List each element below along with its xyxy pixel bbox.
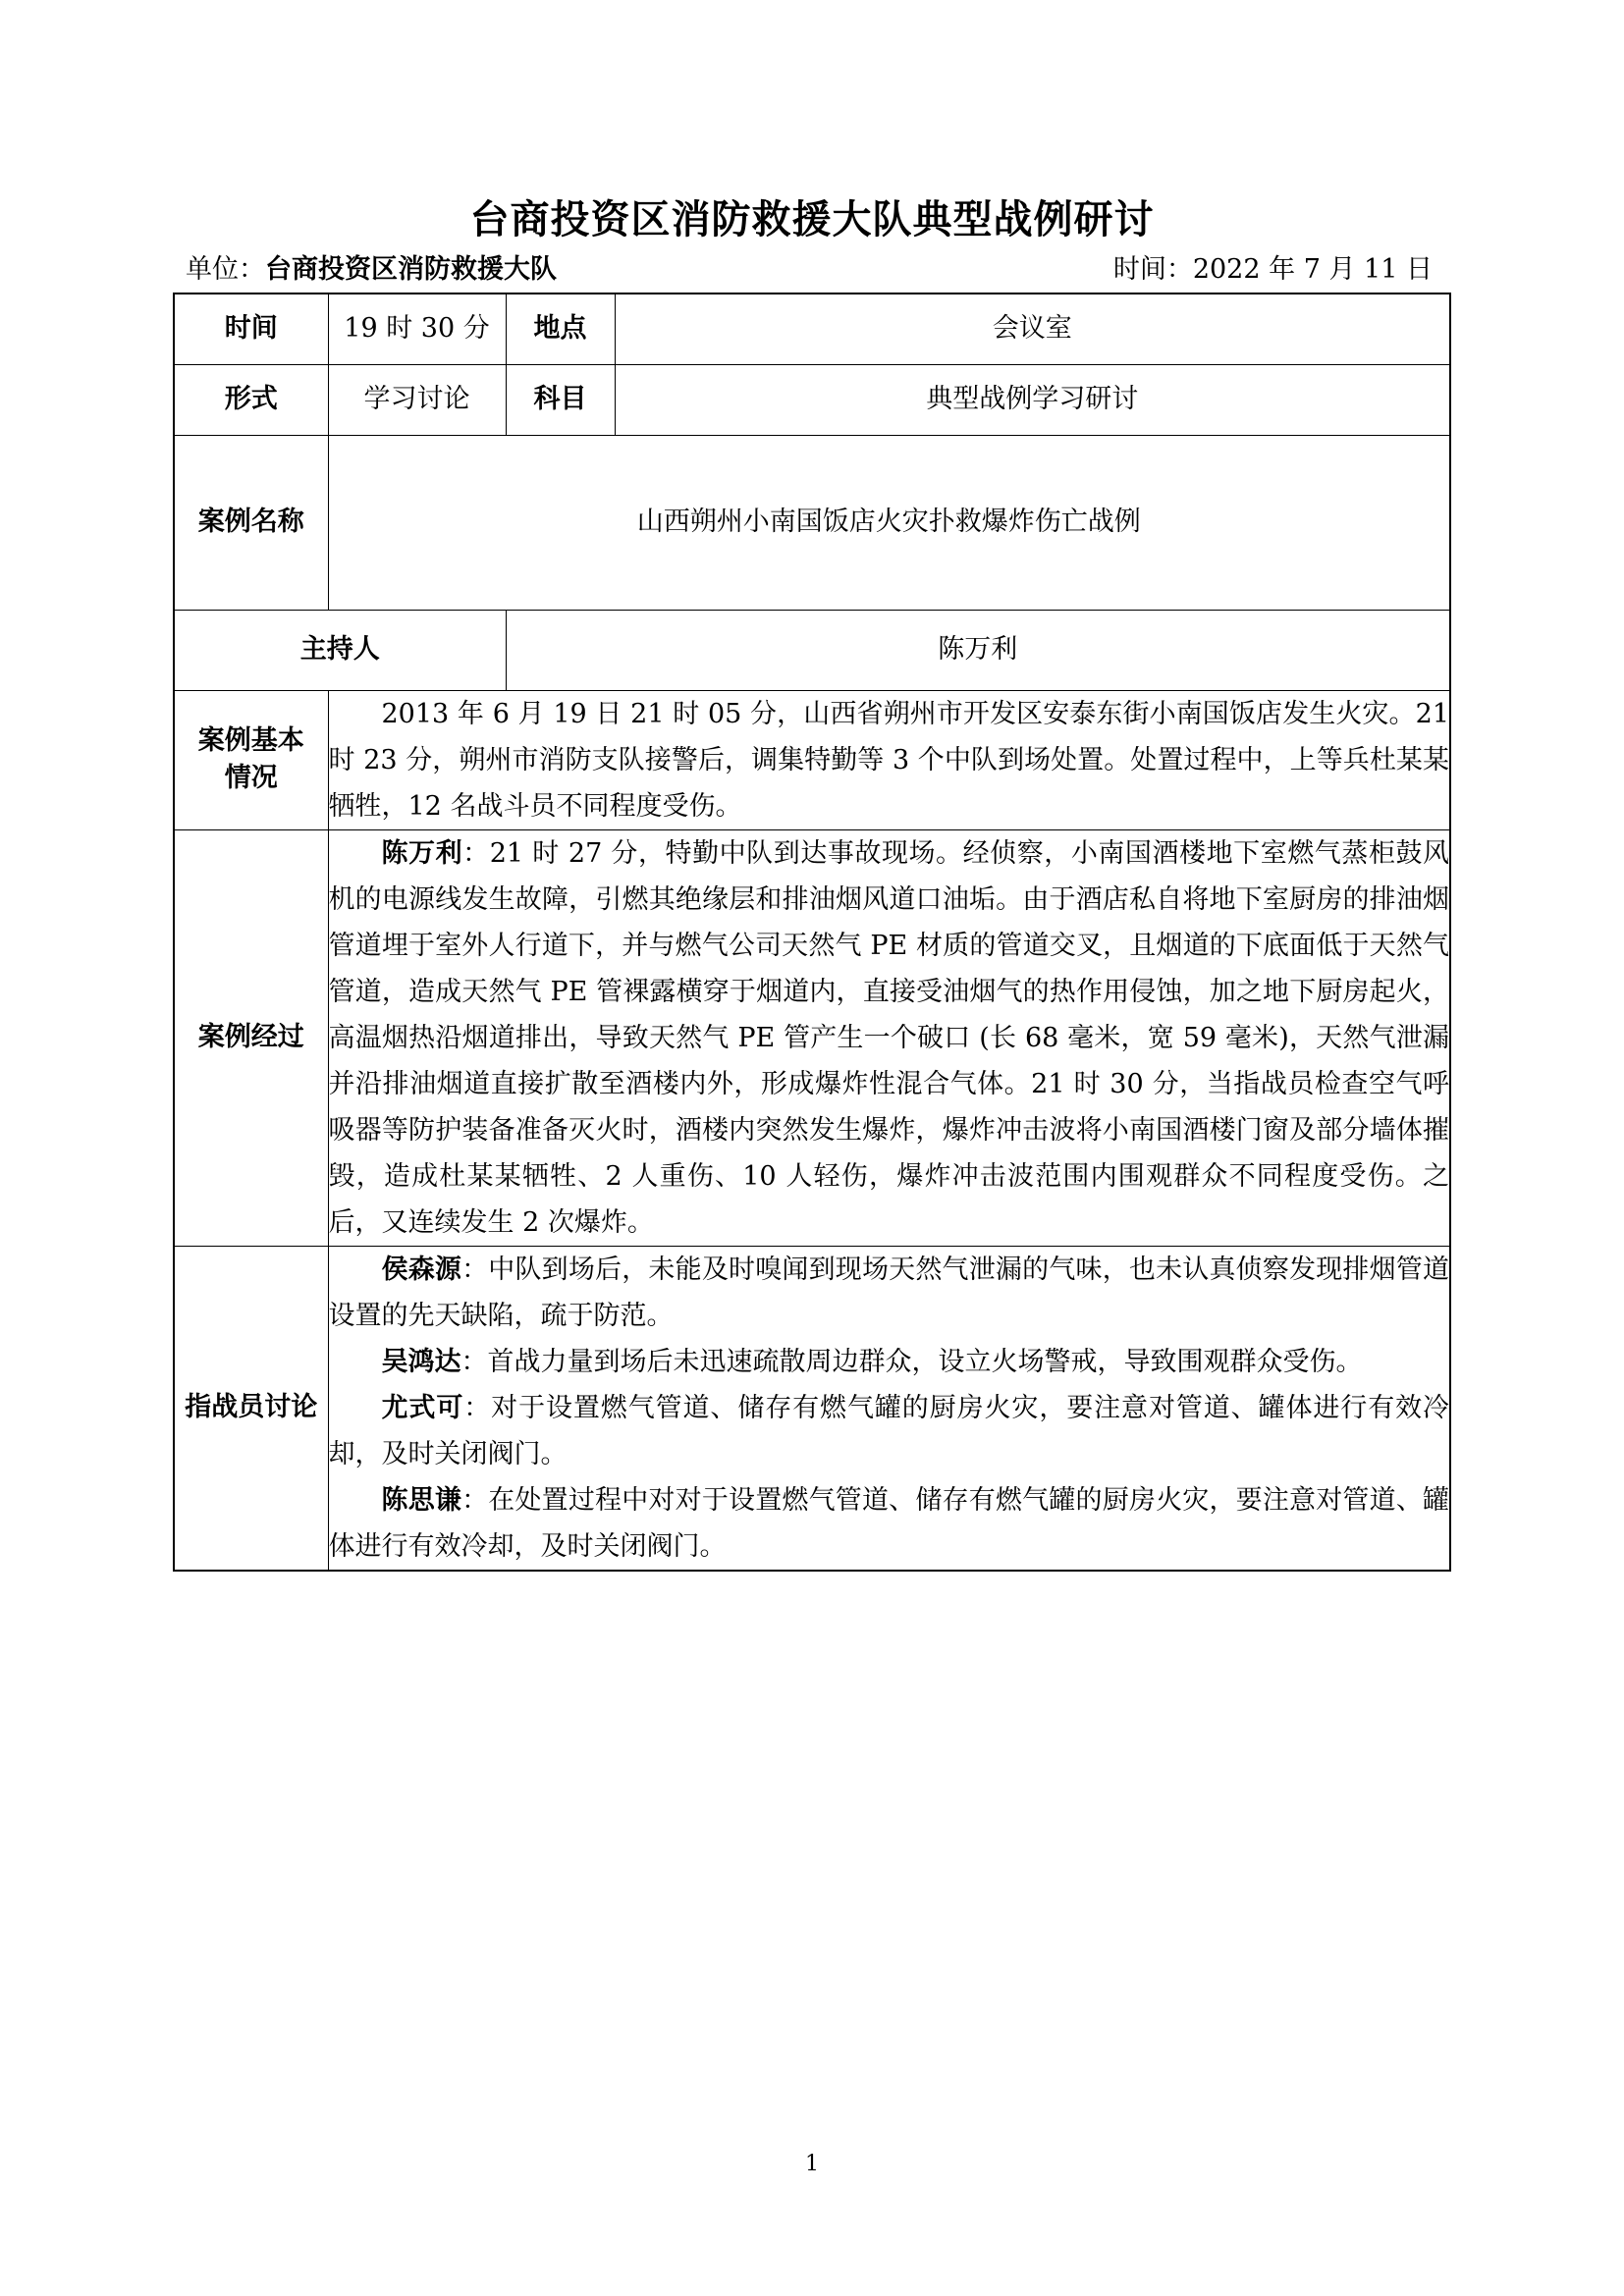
label-location: 地点 (506, 294, 615, 364)
label-discussion: 指战员讨论 (174, 1246, 328, 1571)
label-basic-situation-line2: 情况 (224, 763, 278, 793)
value-case-name: 山西朔州小南国饭店火灾扑救爆炸伤亡战例 (328, 435, 1450, 610)
speaker-name: 陈万利 (381, 837, 463, 869)
value-location: 会议室 (615, 294, 1450, 364)
label-host: 主持人 (174, 610, 506, 690)
speaker-colon: ： (461, 1254, 489, 1285)
value-host: 陈万利 (506, 610, 1450, 690)
case-process-text: 21 时 27 分，特勤中队到达事故现场。经侦察，小南国酒楼地下室燃气蒸柜鼓风机的电源线发生故障，引燃其绝缘层和排油烟风道口油垢。由于酒店私自将地下室厨房的排油烟管道埋于室外人行道下，并与燃气公司天然气 PE 材质的管道交叉，且烟道的下底面低于天然气管道，造成天然气 PE 管裸露横穿于烟道内，直接受油烟气的热作用侵蚀，加之地下厨房起火，高温烟热沿烟道排出，导致天然气 PE 管产生一个破口 (长 68 毫米，宽 59 毫米)，天然气泄漏并沿排油烟道直接扩散至酒楼内外，形成爆炸性混合气体。21 时 30 分，当指战员检查空气呼吸器等防护装备准备灭火时，酒楼内突然发生爆炸，爆炸冲击波将小南国酒楼门窗及部分墙体摧毁，造成杜某某牺牲、2 人重伤、10 人轻伤，爆炸冲击波范围内围观群众不同程度受伤。之后，又连续发生 2 次爆炸。 (328, 837, 1450, 1238)
label-basic-situation-line1: 案例基本 (197, 725, 304, 756)
table-row-time (174, 294, 1450, 364)
unit-label: 单位： (186, 254, 265, 285)
discussion-entry (329, 1247, 1450, 1339)
discussion-entry (329, 1385, 1450, 1477)
speaker-name: 吴鸿达 (381, 1346, 461, 1377)
label-form: 形式 (174, 364, 328, 435)
discussion-text: 在处置过程中对对于设置燃气管道、储存有燃气罐的厨房火灾，要注意对管道、罐体进行有效冷却，及时关闭阀门。 (328, 1484, 1450, 1562)
label-subject: 科目 (506, 364, 615, 435)
speaker-colon: ： (463, 1392, 492, 1423)
value-time: 19 时 30 分 (328, 294, 506, 364)
speaker-name: 侯森源 (381, 1254, 462, 1285)
table-row-form (174, 364, 1450, 435)
document-meta-line (174, 251, 1450, 289)
value-form: 学习讨论 (328, 364, 506, 435)
speaker-name: 陈思谦 (381, 1484, 462, 1516)
table-row-case-name (174, 435, 1450, 610)
discussion-record-table (173, 293, 1451, 1572)
case-process-paragraph (329, 830, 1450, 1246)
value-subject: 典型战例学习研讨 (615, 364, 1450, 435)
table-row-case-process (174, 829, 1450, 1246)
label-basic-situation (174, 690, 328, 829)
discussion-entry (329, 1477, 1450, 1570)
speaker-colon: ： (460, 1346, 488, 1377)
value-case-process (328, 829, 1450, 1246)
table-row-host (174, 610, 1450, 690)
discussion-entry (329, 1339, 1450, 1385)
speaker-colon: ： (462, 837, 490, 869)
speaker-colon: ： (461, 1484, 489, 1516)
unit-value: 台商投资区消防救援大队 (265, 254, 557, 285)
page-number: 1 (805, 2152, 819, 2176)
discussion-text: 首战力量到场后未迅速疏散周边群众，设立火场警戒，导致围观群众受伤。 (487, 1346, 1363, 1377)
value-discussion (328, 1246, 1450, 1571)
speaker-name: 尤式可 (381, 1392, 464, 1423)
date-value: 2022 年 7 月 11 日 (1192, 254, 1433, 285)
date-field (1113, 251, 1433, 289)
date-label: 时间： (1112, 254, 1193, 285)
basic-situation-paragraph: 2013 年 6 月 19 日 21 时 05 分，山西省朔州市开发区安泰东街小南国饭店发生火灾。21 时 23 分，朔州市消防支队接警后，调集特勤等 3 个中队到场处置。处置过程中，上等兵杜某某牺牲，12 名战斗员不同程度受伤。 (328, 698, 1449, 822)
page-title: 台商投资区消防救援大队典型战例研讨 (469, 196, 1155, 242)
label-case-name: 案例名称 (174, 435, 328, 610)
value-basic-situation (328, 690, 1450, 829)
table-row-discussion (174, 1246, 1450, 1571)
discussion-text: 对于设置燃气管道、储存有燃气罐的厨房火灾，要注意对管道、罐体进行有效冷却，及时关闭阀门。 (328, 1392, 1450, 1469)
label-time: 时间 (174, 294, 328, 364)
discussion-text: 中队到场后，未能及时嗅闻到现场天然气泄漏的气味，也未认真侦察发现排烟管道设置的先天缺陷，疏于防范。 (328, 1254, 1450, 1331)
table-row-basic-situation (174, 690, 1450, 829)
label-case-process: 案例经过 (174, 829, 328, 1246)
unit-field (186, 251, 557, 289)
